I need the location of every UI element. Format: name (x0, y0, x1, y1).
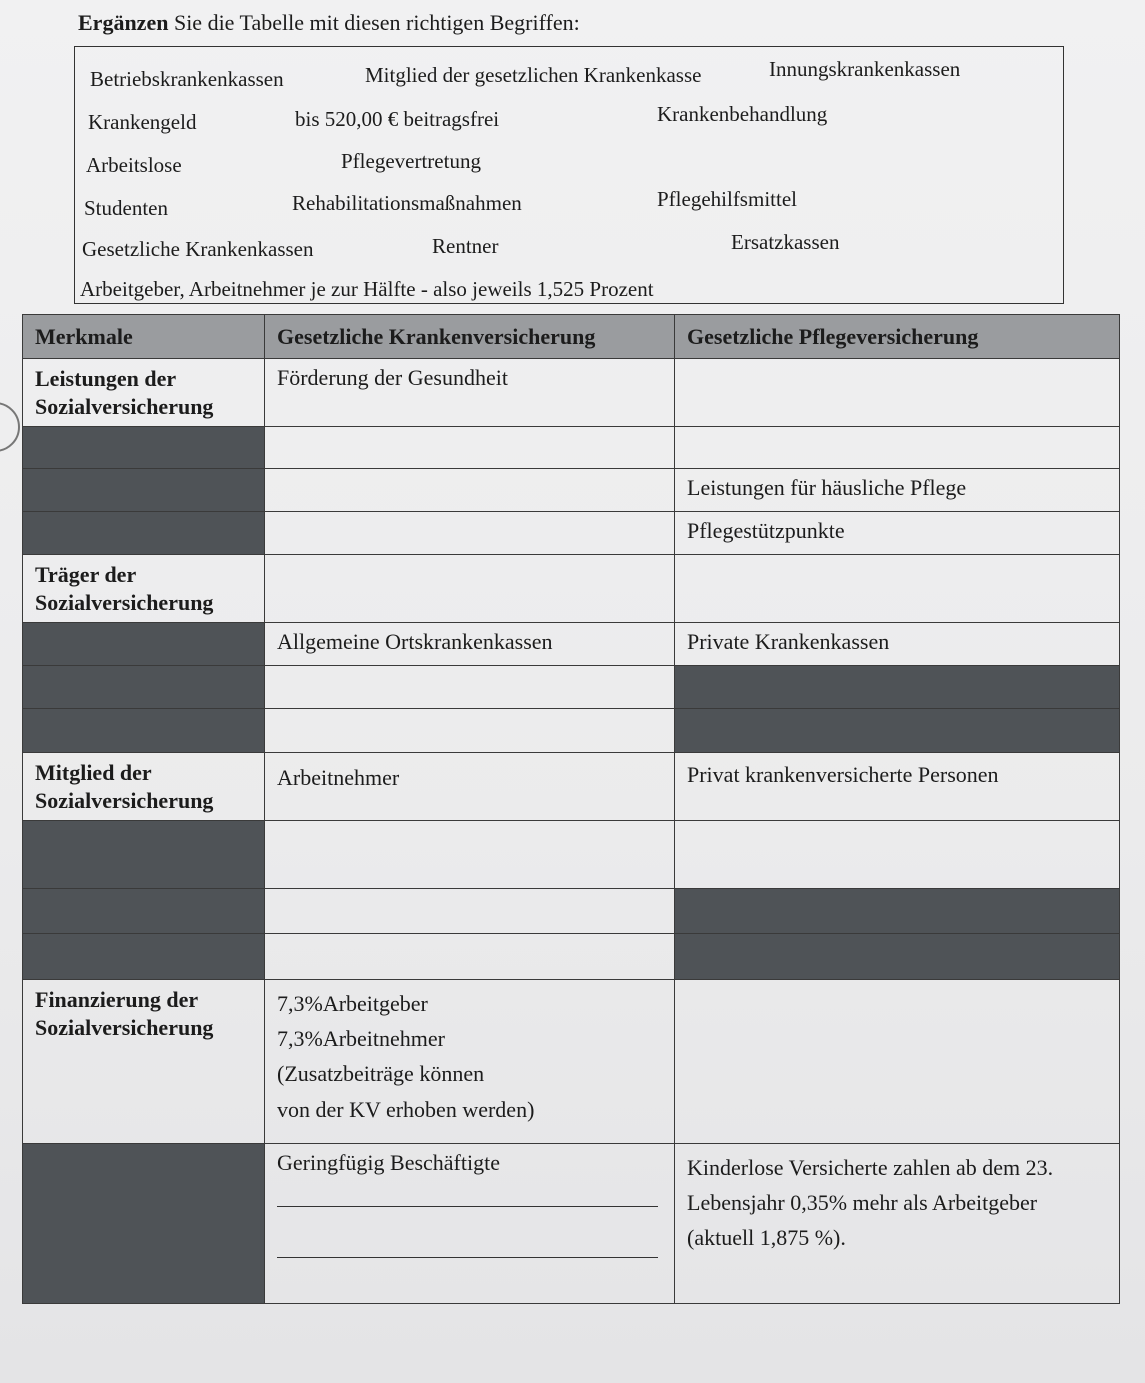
shaded-cell (23, 512, 265, 555)
kv-arbeitnehmer: Arbeitnehmer (265, 753, 675, 821)
term: Pflegehilfsmittel (657, 187, 797, 211)
kv-finanzierung-line: von der KV erhoben werden) (277, 1096, 535, 1122)
term: bis 520,00 € beitragsfrei (295, 107, 500, 131)
pv-blank-cell[interactable] (675, 555, 1120, 623)
shaded-cell (675, 666, 1120, 709)
kv-finanzierung-line: (Zusatzbeiträge können (277, 1061, 485, 1087)
term: Mitglied der gesetzlichen Krankenkasse (365, 63, 702, 87)
binder-hole (0, 402, 20, 452)
shaded-cell (23, 427, 265, 469)
shaded-cell (23, 1144, 265, 1304)
word-bank (74, 46, 1064, 304)
term: Pflegevertretung (341, 149, 481, 173)
row-label-leistungen: Leistungen der Sozialversicherung (23, 359, 265, 427)
pv-privat-versichert: Privat krankenversicherte Personen (675, 753, 1120, 821)
term: Krankenbehandlung (657, 102, 828, 126)
shaded-cell (23, 821, 265, 889)
shaded-cell (23, 666, 265, 709)
pv-kinderlos: Kinderlose Versicherte zahlen ab dem 23. Lebensjahr 0,35% mehr als Arbeitgeber (aktuell 1,875 %). (675, 1144, 1120, 1304)
kv-blank-cell[interactable] (265, 889, 675, 934)
term: Innungskrankenkassen (769, 57, 961, 81)
shaded-cell (23, 934, 265, 980)
instruction-bold: Ergänzen (78, 10, 169, 35)
shaded-cell (675, 934, 1120, 980)
kv-geringfuegig-cell (265, 1144, 675, 1304)
kv-finanzierung-line: 7,3%Arbeitnehmer (277, 1026, 445, 1052)
shaded-cell (675, 709, 1120, 753)
kv-leistungen-cell: Förderung der Gesundheit (265, 359, 675, 427)
pv-pflegestuetzpunkte: Pflegestützpunkte (675, 512, 1120, 555)
kv-blank-cell[interactable] (265, 427, 675, 469)
pv-blank-cell[interactable] (675, 427, 1120, 469)
shaded-cell (23, 623, 265, 666)
term: Gesetzliche Krankenkassen (82, 237, 314, 261)
term: Krankengeld (88, 110, 197, 134)
shaded-cell (23, 469, 265, 512)
row-label-traeger: Träger der Sozialversicherung (23, 555, 265, 623)
pv-private-kassen: Private Krankenkassen (675, 623, 1120, 666)
header-merkmale: Merkmale (23, 315, 265, 359)
kv-aok: Allgemeine Ortskrankenkassen (265, 623, 675, 666)
kv-blank-cell[interactable] (265, 709, 675, 753)
answer-line[interactable] (277, 1176, 658, 1207)
term: Arbeitslose (86, 153, 182, 177)
header-kv: Gesetzliche Krankenversicherung (265, 315, 675, 359)
pv-haeusliche-pflege: Leistungen für häusliche Pflege (675, 469, 1120, 512)
kv-finanzierung-line: 7,3%Arbeitgeber (277, 991, 428, 1016)
insurance-table (22, 314, 1120, 1304)
header-pv: Gesetzliche Pflegeversicherung (675, 315, 1120, 359)
row-label-mitglied: Mitglied der Sozialversicherung (23, 753, 265, 821)
term: Studenten (84, 196, 168, 220)
shaded-cell (675, 889, 1120, 934)
row-label-finanzierung: Finanzierung der Sozialversicherung (23, 980, 265, 1144)
kv-blank-cell[interactable] (265, 555, 675, 623)
term: Arbeitgeber, Arbeitnehmer je zur Hälfte - also jeweils 1,525 Prozent (80, 277, 654, 301)
term: Rentner (432, 234, 499, 258)
kv-blank-cell[interactable] (265, 512, 675, 555)
instruction-rest: Sie die Tabelle mit diesen richtigen Begriffen: (168, 10, 580, 35)
kv-geringfuegig: Geringfügig Beschäftigte (277, 1150, 500, 1175)
term: Betriebskrankenkassen (90, 67, 284, 91)
instruction-text (78, 10, 580, 36)
term: Rehabilitationsmaßnahmen (292, 191, 522, 215)
kv-blank-cell[interactable] (265, 666, 675, 709)
shaded-cell (23, 889, 265, 934)
pv-finanzierung-cell[interactable] (675, 980, 1120, 1144)
kv-blank-cell[interactable] (265, 469, 675, 512)
answer-line[interactable] (277, 1227, 658, 1258)
kv-blank-cell[interactable] (265, 821, 675, 889)
pv-leistungen-cell[interactable] (675, 359, 1120, 427)
term: Ersatzkassen (731, 230, 840, 254)
shaded-cell (23, 709, 265, 753)
kv-blank-cell[interactable] (265, 934, 675, 980)
kv-finanzierung (265, 980, 675, 1144)
pv-blank-cell[interactable] (675, 821, 1120, 889)
